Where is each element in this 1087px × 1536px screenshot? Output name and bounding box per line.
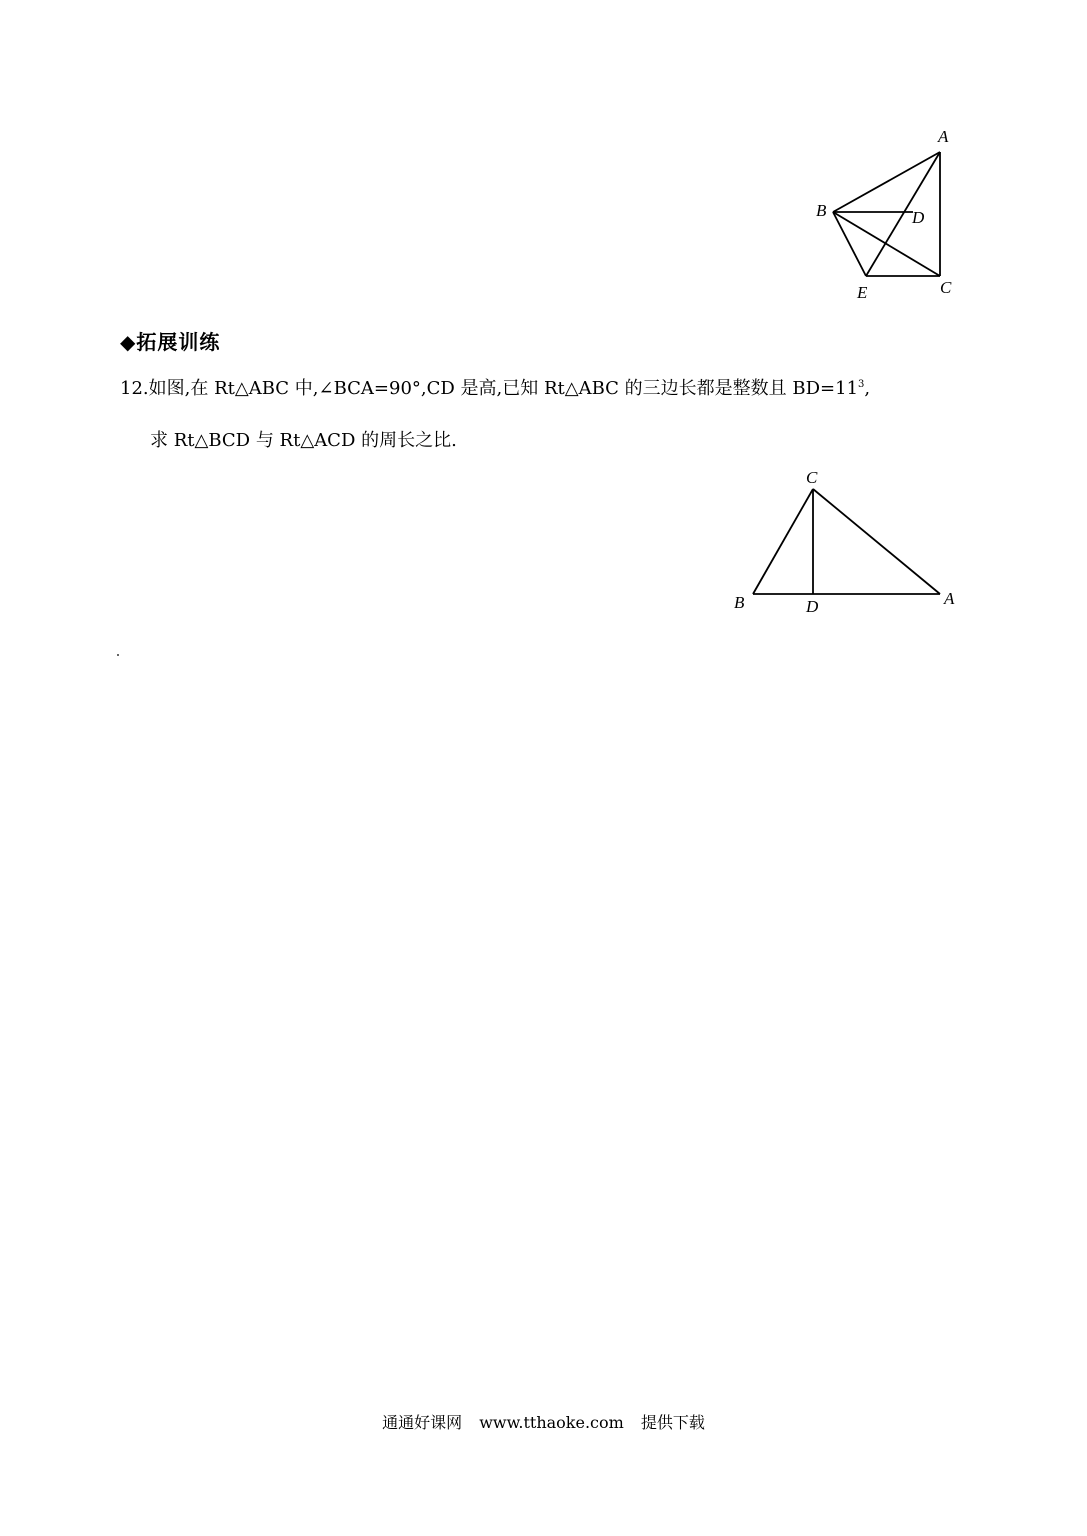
problem-text-1-end: , [864, 378, 871, 399]
problem-superscript: 3 [858, 379, 865, 390]
geometry-figure-right-triangle [720, 460, 980, 620]
problem-text-2: 求 Rt△BCD 与 Rt△ACD 的周长之比. [150, 430, 457, 451]
footer-site-name: 通通好课网 [382, 1413, 463, 1432]
segment-bc [753, 489, 813, 594]
footer-suffix: 提供下载 [640, 1413, 705, 1432]
diamond-bullet-icon: ◆ [120, 330, 137, 354]
segment-ca [813, 489, 940, 594]
vertex-label-d: D [912, 208, 925, 227]
vertex-label-b: B [734, 593, 745, 612]
vertex-label-c: C [940, 278, 952, 297]
geometry-figure-abcde [800, 120, 980, 310]
vertex-label-a: A [938, 127, 949, 146]
page-footer [0, 1410, 1087, 1433]
problem-statement-line-2 [150, 426, 457, 452]
vertex-label-e: E [857, 283, 868, 302]
scan-speck [117, 654, 119, 656]
segment-ab [833, 152, 940, 212]
vertex-label-a: A [944, 589, 955, 608]
problem-statement-line-1 [120, 374, 870, 400]
problem-number: 12. [120, 378, 149, 399]
problem-text-1: 如图,在 Rt△ABC 中,∠BCA=90°,CD 是高,已知 Rt△ABC 的三边长都是整数且 BD=11 [148, 378, 859, 399]
footer-url-link[interactable]: www.tthaoke.com [479, 1413, 624, 1432]
vertex-label-c: C [806, 468, 818, 487]
vertex-label-d: D [806, 597, 819, 616]
segment-ae [866, 152, 940, 276]
section-title-text: 拓展训练 [136, 330, 221, 354]
section-heading [120, 326, 220, 355]
vertex-label-b: B [816, 201, 827, 220]
